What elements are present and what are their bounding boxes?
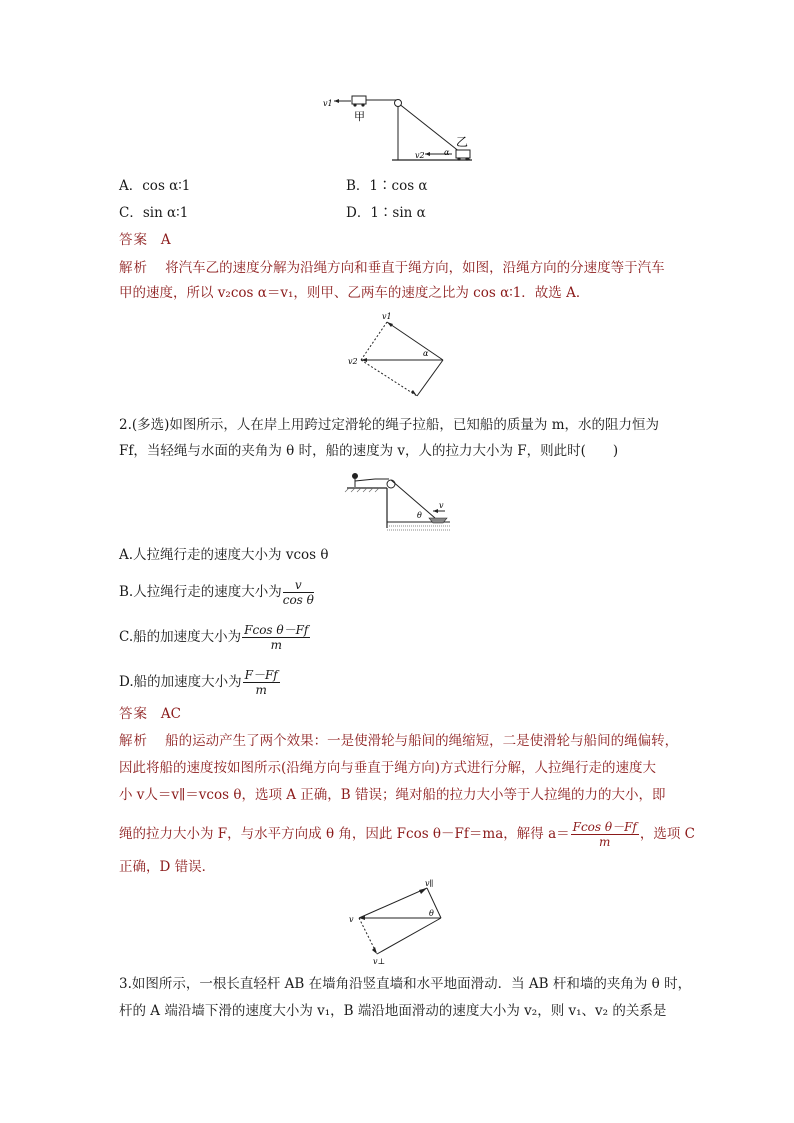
q1-analysis-line1: [119, 258, 665, 278]
fig4-v-label: v: [349, 915, 354, 924]
q2-answer-value: AC: [160, 706, 181, 722]
figure-boat-pulley: [345, 466, 450, 536]
q2-analysis-label: 解析: [119, 733, 148, 749]
q1-analysis-line2: 甲的速度，所以 v₂cos α＝v₁，则甲、乙两车的速度之比为 cos α∶1．故选 A．: [119, 285, 590, 301]
fig1-jia-label: 甲: [354, 110, 365, 123]
q2-option-d: [119, 668, 281, 697]
q2-analysis-numerator: Fcos θ－Ff: [572, 820, 637, 834]
q2-option-b-denominator: cos θ: [282, 593, 314, 607]
q2-option-b-numerator: v: [283, 578, 314, 593]
fig2-v2-label: v2: [348, 357, 358, 366]
q2-stem-line2: Ff，当轻绳与水面的夹角为 θ 时，船的速度为 v，人的拉力大小为 F，则此时( ): [119, 443, 619, 459]
q2-option-d-text: D.船的加速度大小为: [119, 674, 242, 690]
q2-option-c-fraction: [242, 623, 310, 652]
q2-option-b-text: B.人拉绳行走的速度大小为: [119, 584, 282, 600]
q2-analysis-text1: 船的运动产生了两个效果：一是使滑轮与船间的绳缩短，二是使滑轮与船间的绳偏转，: [165, 733, 679, 749]
q1-option-b: B．1∶cos α: [346, 178, 428, 194]
q2-option-c-denominator: m: [270, 638, 282, 652]
q1-analysis-text1: 将汽车乙的速度分解为沿绳方向和垂直于绳方向，如图，沿绳方向的分速度等于汽车: [165, 260, 665, 276]
q2-analysis-line5: 正确，D 错误．: [119, 859, 216, 875]
q1-option-a: A．cos α∶1: [119, 178, 191, 194]
fig4-vperp-label: v⊥: [373, 957, 386, 966]
q2-option-b-fraction: [283, 578, 314, 607]
q2-analysis-line2: 因此将船的速度按如图所示(沿绳方向与垂直于绳方向)方式进行分解，人拉绳行走的速度大: [119, 760, 657, 776]
q2-option-c-numerator: Fcos θ－Ff: [244, 623, 309, 637]
fig4-theta-label: θ: [429, 909, 434, 918]
q3-stem-line1: 3.如图所示，一根长直轻杆 AB 在墙角沿竖直墙和水平地面滑动．当 AB 杆和墙的夹角为 θ 时，: [119, 976, 692, 992]
q1-analysis-label: 解析: [119, 260, 148, 276]
q3-stem-line2: 杆的 A 端沿墙下滑的速度大小为 v₁，B 端沿地面滑动的速度大小为 v₂，则 v₁、v₂ 的关系是: [119, 1003, 667, 1019]
q2-analysis-line4: [119, 820, 695, 849]
q2-option-b: [119, 578, 315, 607]
q2-analysis-text4: 绳的拉力大小为 F，与水平方向成 θ 角，因此 Fcos θ－Ff＝ma，解得 a＝: [119, 826, 570, 842]
q2-option-a: A.人拉绳行走的速度大小为 vcos θ: [119, 547, 329, 563]
q1-answer: [119, 230, 171, 250]
q2-analysis-line3: 小 v人＝v∥＝vcos θ，选项 A 正确，B 错误；绳对船的拉力大小等于人拉绳的力的大小，即: [119, 787, 666, 803]
q2-option-d-fraction: [243, 668, 280, 697]
q2-analysis-denominator: m: [599, 835, 611, 849]
fig1-yi-label: 乙: [456, 135, 469, 149]
q1-answer-value: A: [160, 232, 171, 248]
fig2-alpha-label: α: [423, 349, 429, 358]
q1-option-d: D．1∶sin α: [346, 205, 426, 221]
figure-velocity-decomposition-2: [345, 880, 450, 966]
q2-answer: [119, 704, 181, 724]
q2-analysis-line1: [119, 731, 678, 751]
fig4-vpar-label: v∥: [425, 879, 434, 888]
fig3-theta-label: θ: [417, 511, 422, 520]
fig3-v-label: v: [439, 501, 444, 510]
q2-option-c: [119, 623, 311, 652]
q1-answer-label: 答案: [119, 232, 148, 248]
figure-velocity-decomposition-1: [345, 310, 455, 400]
q2-analysis-fraction: [571, 820, 639, 849]
fig2-v1-label: v1: [382, 312, 392, 321]
fig1-alpha-label: α: [444, 148, 450, 157]
q2-analysis-suffix: ，选项 C: [639, 826, 695, 842]
fig1-v1-label: v1: [323, 99, 333, 108]
q1-option-c: C．sin α∶1: [119, 205, 189, 221]
q2-stem-line1: 2.(多选)如图所示，人在岸上用跨过定滑轮的绳子拉船，已知船的质量为 m，水的阻力恒为: [119, 417, 660, 433]
fig1-v2-label: v2: [415, 151, 425, 160]
q2-option-d-denominator: m: [255, 683, 267, 697]
figure-cars-pulley: [320, 92, 480, 164]
q2-option-d-numerator: F－Ff: [244, 668, 278, 682]
q2-option-c-text: C.船的加速度大小为: [119, 629, 242, 645]
q2-answer-label: 答案: [119, 706, 148, 722]
